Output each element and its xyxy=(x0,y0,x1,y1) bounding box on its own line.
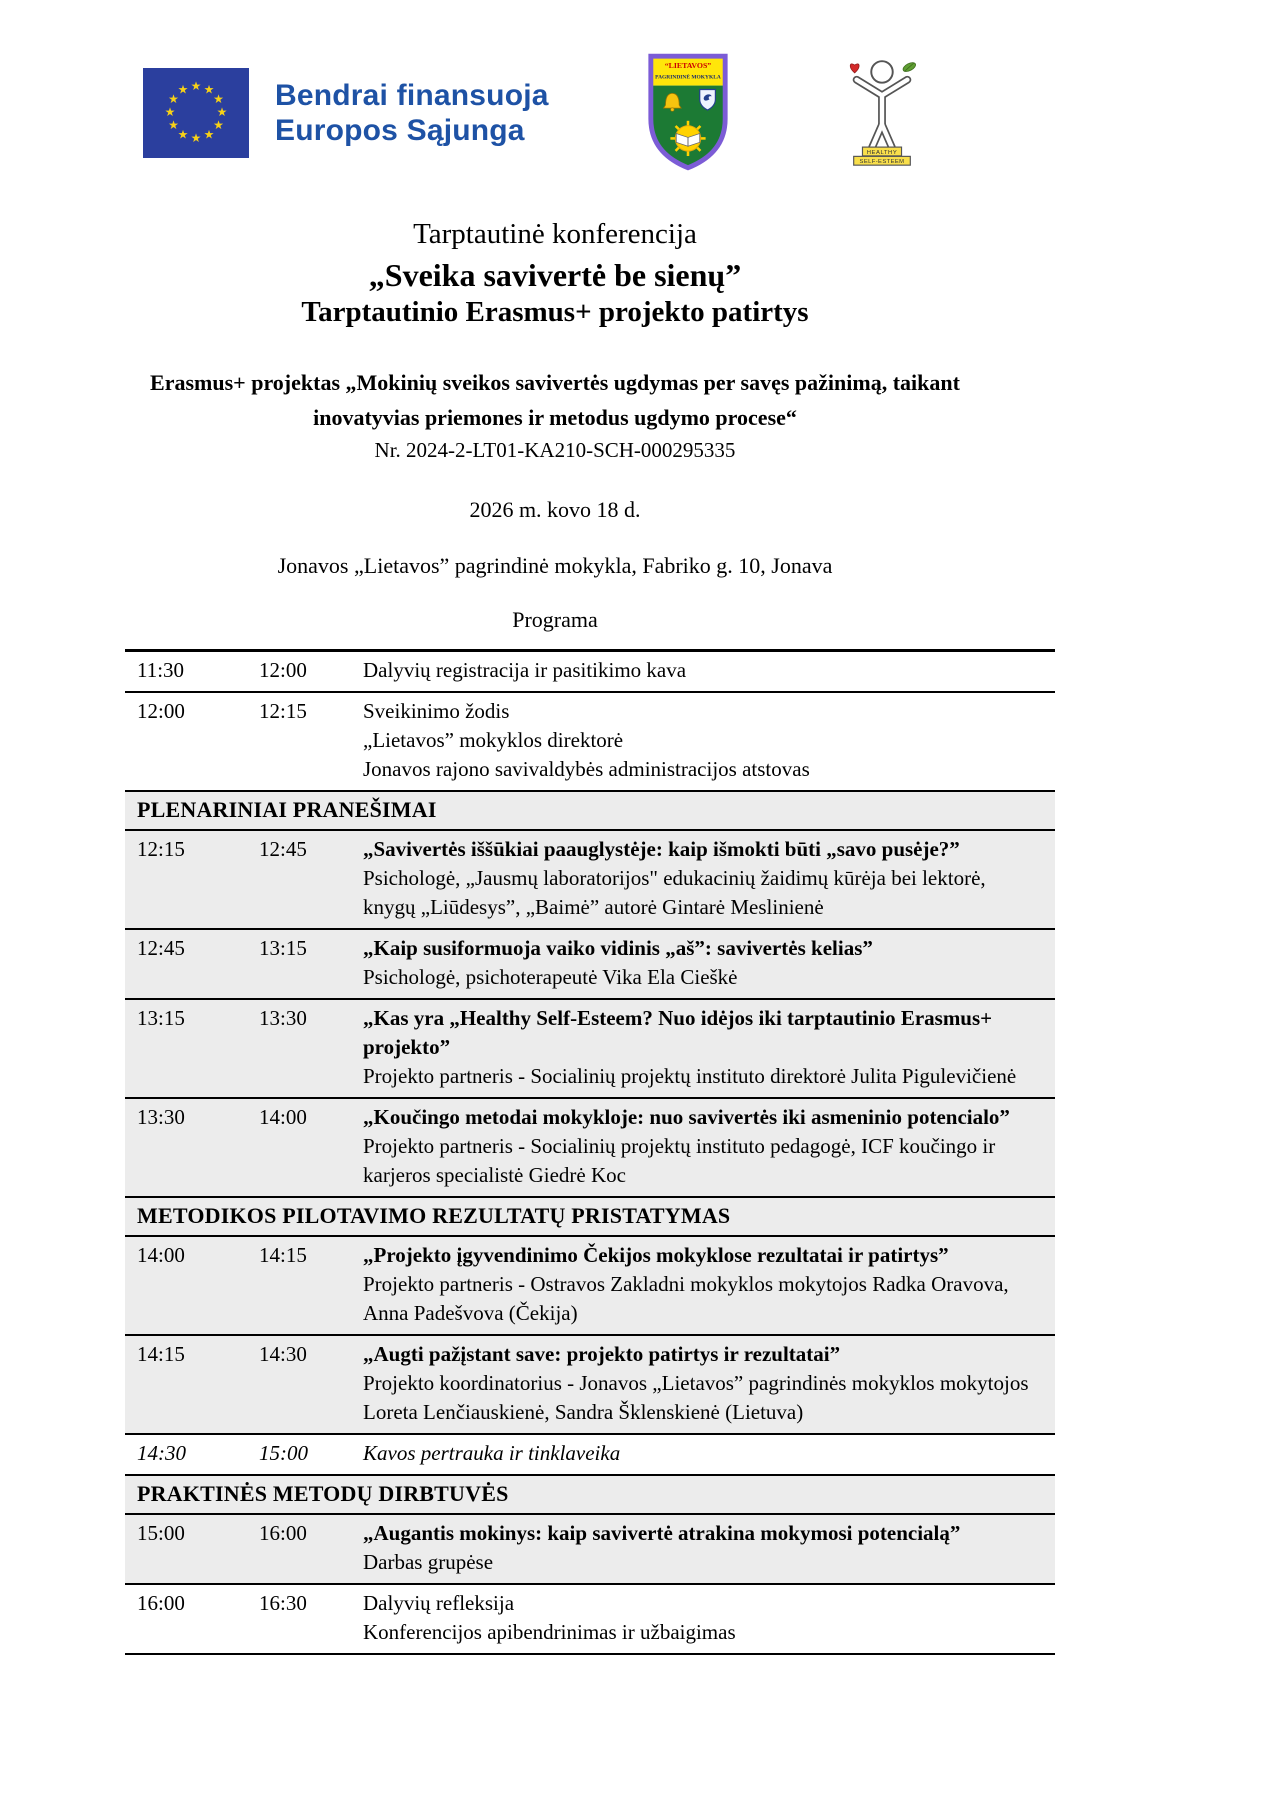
program-row-plenary-2 xyxy=(125,930,1055,1000)
school-name-line1: “LIETAVOS” xyxy=(664,60,712,70)
eu-funding-logo xyxy=(143,68,549,158)
start-time: 12:00 xyxy=(137,699,185,724)
program-row-plenary-1 xyxy=(125,831,1055,930)
speaker-info: Psichologė, psichoterapeutė Vika Ela Cieškė xyxy=(363,965,738,990)
section-workshops xyxy=(125,1476,1055,1515)
talk-title: „Koučingo metodai mokykloje: nuo savivertės iki asmeninio potencialo” xyxy=(363,1105,1010,1129)
event-venue: Jonavos „Lietavos” pagrindinė mokykla, Fabriko g. 10, Jonava xyxy=(277,553,833,579)
start-time: 11:30 xyxy=(137,658,185,683)
start-time: 12:45 xyxy=(137,936,185,961)
end-time: 12:45 xyxy=(259,837,307,862)
program-row-results-2 xyxy=(125,1336,1055,1435)
start-time: 16:00 xyxy=(137,1590,185,1615)
svg-text:★: ★ xyxy=(203,82,215,97)
svg-text:★: ★ xyxy=(164,105,176,119)
talk-title: „Augantis mokinys: kaip savivertė atrakina mokymosi potencialą” xyxy=(363,1520,961,1545)
end-time: 12:00 xyxy=(259,658,307,683)
svg-text:★: ★ xyxy=(190,79,202,93)
program-row-results-1 xyxy=(125,1237,1055,1336)
esteem-block1-label: HEALTHY xyxy=(866,149,898,156)
start-time: 13:15 xyxy=(137,1006,185,1031)
school-emblem-icon xyxy=(643,52,733,172)
program-heading: Programa xyxy=(512,607,598,633)
end-time: 13:30 xyxy=(259,1006,307,1031)
svg-text:★: ★ xyxy=(203,127,215,142)
event-text: Jonavos rajono savivaldybės administracijos atstovas xyxy=(363,757,810,782)
school-name-line2: PAGRINDINĖ MOKYKLA xyxy=(655,74,721,81)
speaker-info: Projekto partneris - Ostravos Zakladni mokyklos mokytojos Radka Oravova, Anna Padešvova (Čekija) xyxy=(363,1271,1009,1325)
project-name-line1: Erasmus+ projektas „Mokinių sveikos savivertės ugdymas per savęs pažinimą, taikant xyxy=(150,370,960,395)
start-time: 14:30 xyxy=(137,1440,186,1465)
svg-text:★: ★ xyxy=(177,127,189,142)
speaker-info: knygų „Liūdesys”, „Baimė” autorė Gintarė Meslinienė xyxy=(363,895,824,920)
end-time: 15:00 xyxy=(259,1440,308,1465)
eu-funding-label xyxy=(275,78,549,149)
event-text: Kavos pertrauka ir tinklaveika xyxy=(363,1440,621,1465)
start-time: 12:15 xyxy=(137,837,185,862)
eu-funding-line2: Europos Sąjunga xyxy=(275,114,525,147)
program-row-workshop xyxy=(125,1515,1055,1585)
program-row-registration xyxy=(125,652,1055,693)
end-time: 12:15 xyxy=(259,699,307,724)
end-time: 16:00 xyxy=(259,1520,307,1545)
event-date: 2026 m. kovo 18 d. xyxy=(469,497,641,523)
svg-text:★: ★ xyxy=(177,82,189,97)
talk-title: „Kas yra „Healthy Self-Esteem? Nuo idėjos iki tarptautinio Erasmus+ projekto” xyxy=(363,1006,993,1060)
event-text: Dalyvių refleksija xyxy=(363,1590,515,1615)
svg-text:★: ★ xyxy=(190,131,202,145)
program-row-coffee-break xyxy=(125,1435,1055,1476)
svg-text:★: ★ xyxy=(216,105,228,119)
program-row-closing xyxy=(125,1585,1055,1655)
speaker-info: Projekto partneris - Socialinių projektų instituto direktorė Julita Pigulevičienė xyxy=(363,1064,1017,1089)
project-name xyxy=(125,365,985,435)
event-text: „Lietavos” mokyklos direktorė xyxy=(363,728,624,753)
end-time: 13:15 xyxy=(259,936,307,961)
eu-funding-line1: Bendrai finansuoja xyxy=(275,78,549,112)
svg-text:★: ★ xyxy=(168,118,179,132)
section-pilot-results xyxy=(125,1198,1055,1237)
conference-title: „Sveika savivertė be sienų” xyxy=(368,257,742,293)
section-plenary xyxy=(125,792,1055,831)
start-time: 15:00 xyxy=(137,1520,185,1545)
event-text: Konferencijos apibendrinimas ir užbaigimas xyxy=(363,1619,736,1644)
event-text: Darbas grupėse xyxy=(363,1549,494,1574)
program-row-plenary-3 xyxy=(125,1000,1055,1099)
talk-title: „Projekto įgyvendinimo Čekijos mokyklose rezultatai ir patirtys” xyxy=(363,1242,949,1267)
program-row-plenary-4 xyxy=(125,1099,1055,1198)
header-logos xyxy=(125,52,1055,192)
svg-text:★: ★ xyxy=(168,92,179,106)
healthy-self-esteem-logo xyxy=(841,54,923,171)
healthy-self-esteem-icon xyxy=(841,54,923,166)
speaker-info: Projekto partneris - Socialinių projektų instituto pedagogė, ICF koučingo ir karjeros specialistė Giedrė Koc xyxy=(363,1133,996,1187)
project-number: Nr. 2024-2-LT01-KA210-SCH-000295335 xyxy=(374,438,736,463)
section-title: PRAKTINĖS METODŲ DIRBTUVĖS xyxy=(137,1480,509,1506)
svg-text:★: ★ xyxy=(213,92,224,106)
project-name-line2: inovatyvias priemones ir metodus ugdymo procese“ xyxy=(313,405,797,431)
speaker-info: Projekto koordinatorius - Jonavos „Lietavos” pagrindinės mokyklos mokytojos Loreta Lenčiauskienė, Sandra Šklenskienė (Lietuva) xyxy=(363,1370,1029,1424)
talk-title: „Kaip susiformuoja vaiko vidinis „aš”: savivertės kelias” xyxy=(363,936,873,961)
event-text: Sveikinimo žodis xyxy=(363,699,510,724)
start-time: 13:30 xyxy=(137,1105,185,1129)
conference-subtitle: Tarptautinio Erasmus+ projekto patirtys xyxy=(301,296,809,328)
section-title: PLENARINIAI PRANEŠIMAI xyxy=(137,797,437,823)
school-emblem xyxy=(643,52,733,177)
program-table xyxy=(125,649,1055,1654)
esteem-block2-label: SELF-ESTEEM xyxy=(859,159,905,166)
talk-title: „Augti pažįstant save: projekto patirtys ir rezultatai” xyxy=(363,1341,841,1366)
title-block xyxy=(125,218,985,633)
end-time: 16:30 xyxy=(259,1590,307,1615)
end-time: 14:30 xyxy=(259,1341,307,1366)
start-time: 14:00 xyxy=(137,1242,185,1267)
speaker-info: Psichologė, „Jausmų laboratorijos" edukacinių žaidimų kūrėja bei lektorė, xyxy=(363,866,986,891)
eu-flag-icon xyxy=(143,68,249,158)
talk-title: „Savivertės iššūkiai paauglystėje: kaip išmokti būti „savo pusėje?” xyxy=(363,837,960,862)
event-text: Dalyvių registracija ir pasitikimo kava xyxy=(363,658,687,683)
conference-kicker: Tarptautinė konferencija xyxy=(413,218,697,250)
svg-text:★: ★ xyxy=(213,118,224,132)
end-time: 14:15 xyxy=(259,1242,307,1267)
start-time: 14:15 xyxy=(137,1341,185,1366)
program-row-welcome xyxy=(125,693,1055,792)
section-title: METODIKOS PILOTAVIMO REZULTATŲ PRISTATYMAS xyxy=(137,1202,731,1228)
end-time: 14:00 xyxy=(259,1105,307,1129)
